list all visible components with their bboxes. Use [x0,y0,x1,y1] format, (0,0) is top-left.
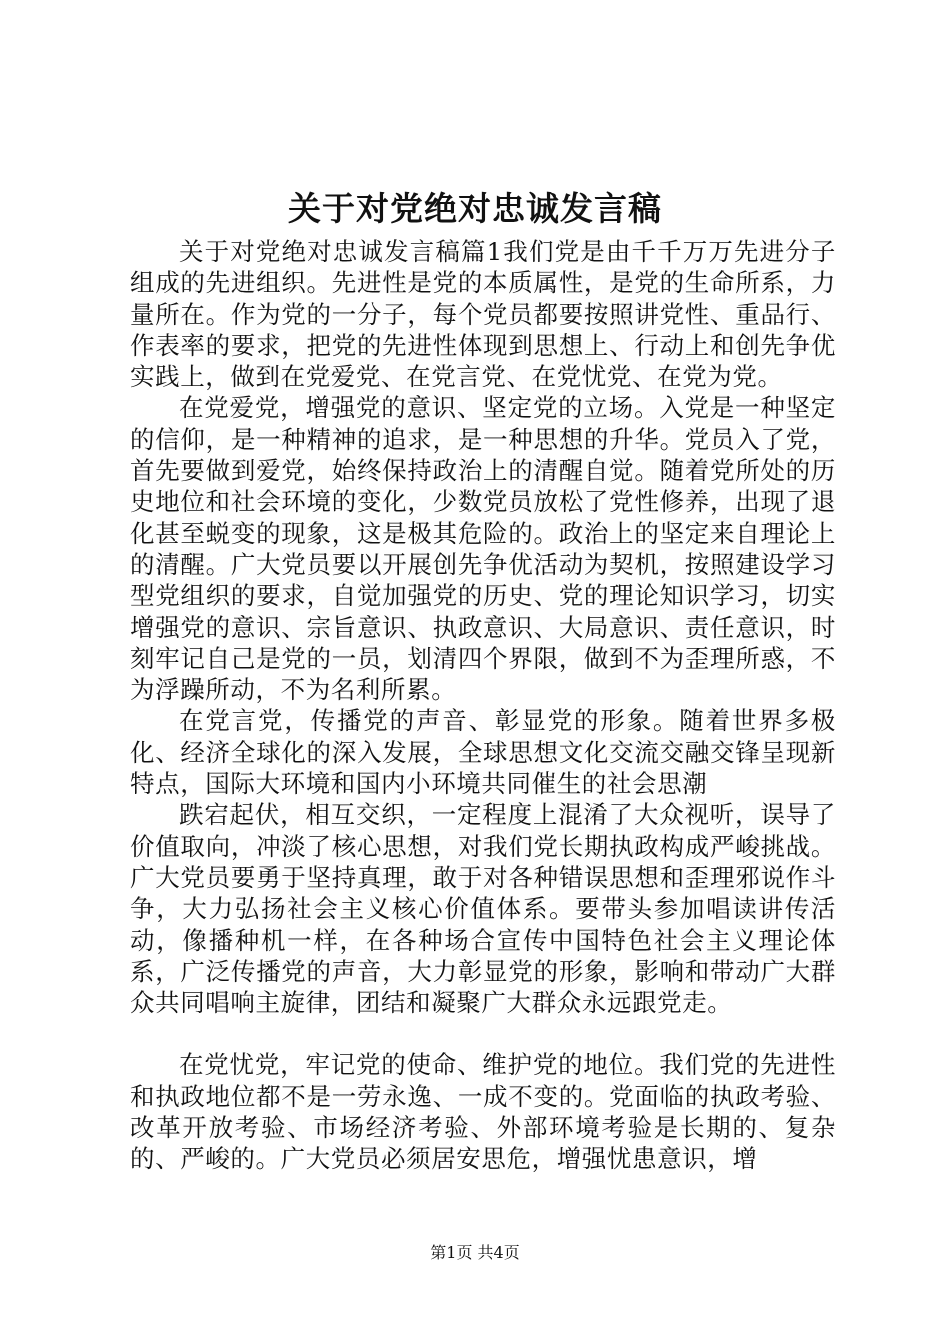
page-number-footer: 第1页 共4页 [430,1243,520,1262]
document-title: 关于对党绝对忠诚发言稿 [288,189,662,228]
paragraph-3: 在党言党，传播党的声音、彰显党的形象。随着世界多极化、经济全球化的深入发展，全球思想文化交流交融交锋呈现新特点，国际大环境和国内小环境共同催生的社会思潮 [130,706,836,799]
paragraph-1: 关于对党绝对忠诚发言稿篇1我们党是由千千万万先进分子组成的先进组织。先进性是党的本质属性，是党的生命所系，力量所在。作为党的一分子，每个党员都要按照讲党性、重品行、作表率的要求，把党的先进性体现到思想上、行动上和创先争优实践上，做到在党爱党、在党言党、在党忧党、在党为党。 [130,237,836,392]
document-body [130,236,836,1175]
paragraph-5: 在党忧党，牢记党的使命、维护党的地位。我们党的先进性和执政地位都不是一劳永逸、一成不变的。党面临的执政考验、改革开放考验、市场经济考验、外部环境考验是长期的、复杂的、严峻的。广大党员必须居安思危，增强忧患意识，增 [130,1050,836,1174]
paragraph-2: 在党爱党，增强党的意识、坚定党的立场。入党是一种坚定的信仰，是一种精神的追求，是一种思想的升华。党员入了党，首先要做到爱党，始终保持政治上的清醒自觉。随着党所处的历史地位和社会环境的变化，少数党员放松了党性修养，出现了退化甚至蜕变的现象，这是极其危险的。政治上的坚定来自理论上的清醒。广大党员要以开展创先争优活动为契机，按照建设学习型党组织的要求，自觉加强党的历史、党的理论知识学习，切实增强党的意识、宗旨意识、执政意识、大局意识、责任意识，时刻牢记自己是党的一员，划清四个界限，做到不为歪理所惑，不为浮躁所动，不为名利所累。 [130,393,836,705]
paragraph-4: 跌宕起伏，相互交织，一定程度上混淆了大众视听，误导了价值取向，冲淡了核心思想，对我们党长期执政构成严峻挑战。广大党员要勇于坚持真理，敢于对各种错误思想和歪理邪说作斗争，大力弘扬社会主义核心价值体系。要带头参加唱读讲传活动，像播种机一样，在各种场合宣传中国特色社会主义理论体系，广泛传播党的声音，大力彰显党的形象，影响和带动广大群众共同唱响主旋律，团结和凝聚广大群众永远跟党走。 [130,800,836,1018]
